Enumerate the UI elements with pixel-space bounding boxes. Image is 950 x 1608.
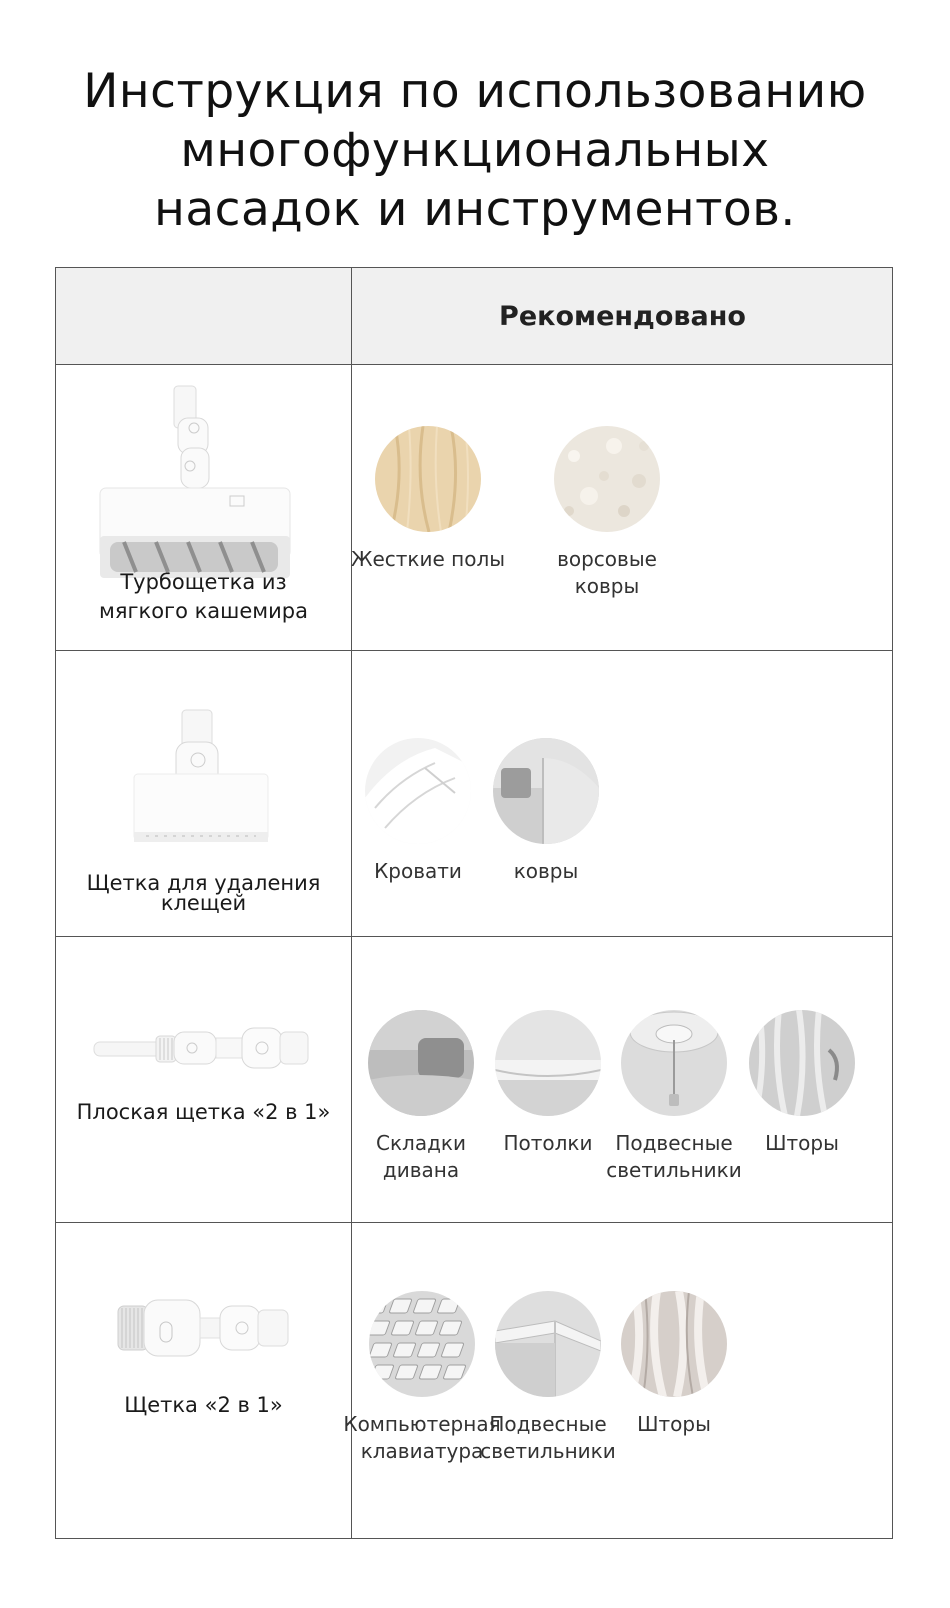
crevice-tool-icon (56, 1008, 351, 1088)
header-recommended: Рекомендовано (499, 300, 746, 332)
row-divider (56, 936, 892, 937)
surface-curtains: Шторы (722, 1010, 882, 1157)
keyboard-icon (369, 1291, 475, 1397)
sofa-carpet-icon (493, 738, 599, 844)
tool-name-mite-brush: Щетка для удаления клещей (86, 871, 321, 915)
ceiling-icon (495, 1010, 601, 1116)
surface-ceilings: Потолки (468, 1010, 628, 1157)
wood-floor-icon (375, 426, 481, 532)
tool-name-crevice-tool: Плоская щетка «2 в 1» (76, 1100, 331, 1124)
attachments-table (55, 267, 893, 1539)
surface-carpets: ковры (466, 738, 626, 885)
surface-pendant-lamps-2: Подвесные светильники (468, 1291, 628, 1465)
title-line-3: насадок и инструментов. (154, 182, 796, 237)
pendant-lamp-icon (621, 1010, 727, 1116)
row-divider (56, 650, 892, 651)
mite-brush-icon (56, 698, 351, 858)
surface-hard-floors: Жесткие полы (348, 426, 508, 573)
surface-pile-carpets: ворсовые ковры (527, 426, 687, 600)
sofa-folds-icon (368, 1010, 474, 1116)
surface-keyboard: Компьютерная клавиатура (342, 1291, 502, 1465)
turbo-brush-icon (56, 378, 351, 578)
row-divider (56, 364, 892, 365)
bed-icon (365, 738, 471, 844)
curtains-icon (749, 1010, 855, 1116)
title-line-1: Инструкция по использованию (83, 64, 867, 119)
ceiling-corner-icon (495, 1291, 601, 1397)
surface-pendant-lamps: Подвесные светильники (594, 1010, 754, 1184)
surface-sofa-folds: Складки дивана (341, 1010, 501, 1184)
surface-beds: Кровати (338, 738, 498, 885)
surface-curtains-2: Шторы (594, 1291, 754, 1438)
tool-name-turbo-brush: Турбощетка из мягкого кашемира (99, 570, 308, 623)
row-divider (56, 1222, 892, 1223)
two-in-one-brush-icon (56, 1288, 351, 1368)
curtains-icon (621, 1291, 727, 1397)
page-title (0, 62, 950, 239)
title-line-2: многофункциональных (180, 123, 770, 178)
pile-carpet-icon (554, 426, 660, 532)
tool-name-two-in-one-brush: Щетка «2 в 1» (124, 1393, 283, 1417)
